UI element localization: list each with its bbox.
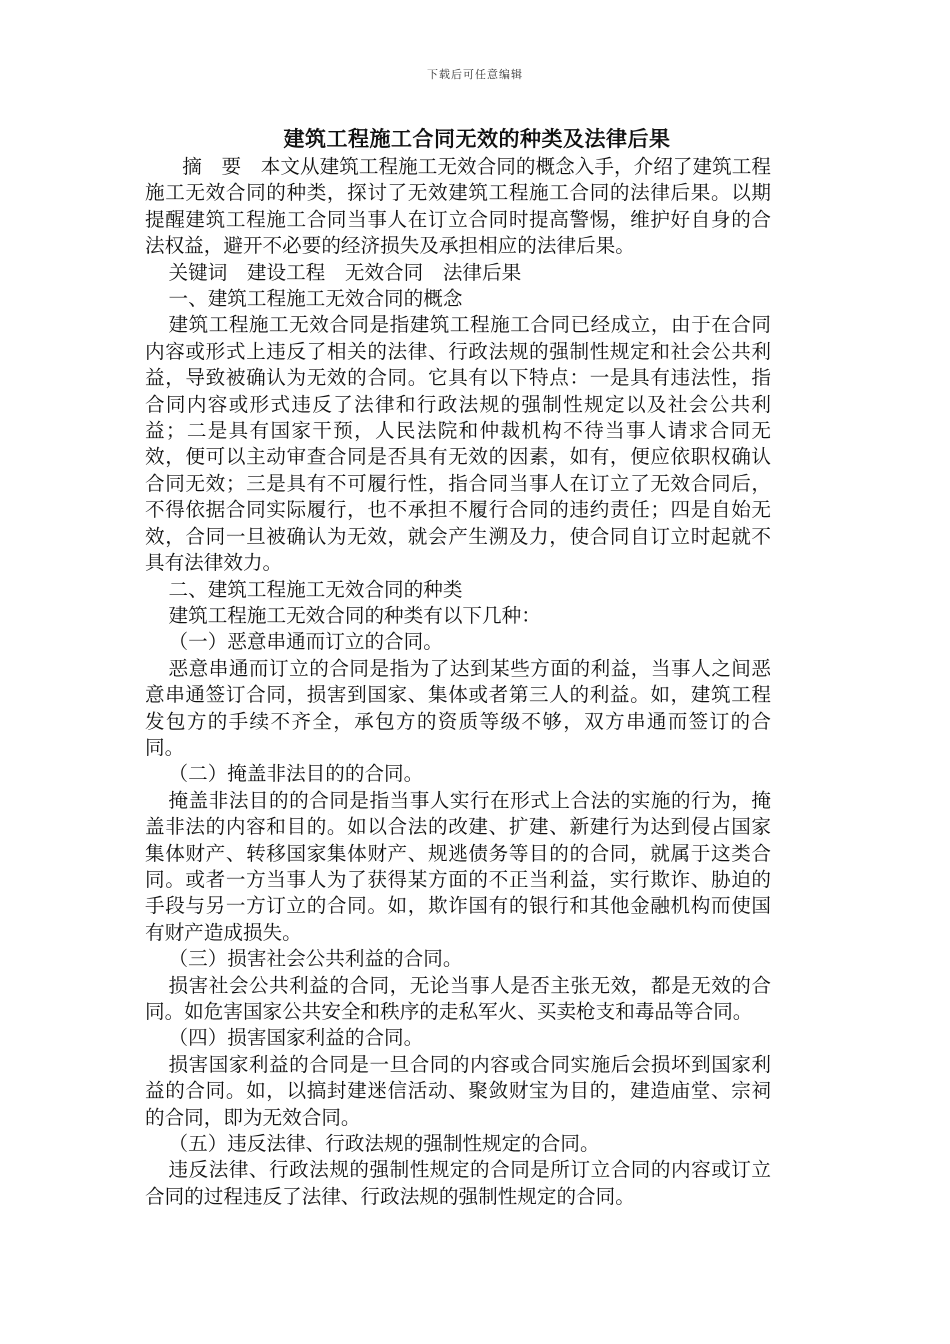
paragraph-list — [145, 154, 771, 1210]
paragraph: 恶意串通而订立的合同是指为了达到某些方面的利益，当事人之间恶意串通签订合同，损害到国家、集体或者第三人的利益。如，建筑工程发包方的手续不齐全，承包方的资质等级不够，双方串通而签订的合同。 — [145, 656, 771, 759]
paragraph: （一）恶意串通而订立的合同。 — [168, 630, 443, 654]
paragraph: （五）违反法律、行政法规的强制性规定的合同。 — [168, 1132, 600, 1156]
paragraph: 一、建筑工程施工无效合同的概念 — [168, 287, 463, 311]
page-header-note: 下载后可任意编辑 — [427, 68, 523, 81]
paragraph: 建筑工程施工无效合同的种类有以下几种： — [168, 603, 541, 627]
paragraph: 损害国家利益的合同是一旦合同的内容或合同实施后会损坏到国家利益的合同。如，以搞封建迷信活动、聚敛财宝为目的，建造庙堂、宗祠的合同，即为无效合同。 — [145, 1052, 771, 1129]
paragraph: 二、建筑工程施工无效合同的种类 — [168, 577, 463, 601]
paragraph: （四）损害国家利益的合同。 — [168, 1026, 424, 1050]
paragraph: 摘 要 本文从建筑工程施工无效合同的概念入手，介绍了建筑工程施工无效合同的种类，探讨了无效建筑工程施工合同的法律后果。以期提醒建筑工程施工合同当事人在订立合同时提高警惕，维护好自身的合法权益，避开不必要的经济损失及承担相应的法律后果。 — [145, 155, 771, 258]
document-body — [145, 124, 771, 1210]
paragraph: 掩盖非法目的的合同是指当事人实行在形式上合法的实施的行为，掩盖非法的内容和目的。如以合法的改建、扩建、新建行为达到侵占国家集体财产、转移国家集体财产、规逃债务等目的的合同，就属于这类合同。或者一方当事人为了获得某方面的不正当利益，实行欺诈、胁迫的手段与另一方订立的合同。如，欺诈国有的银行和其他金融机构而使国有财产造成损失。 — [145, 788, 771, 944]
paragraph: 建筑工程施工无效合同是指建筑工程施工合同已经成立，由于在合同内容或形式上违反了相关的法律、行政法规的强制性规定和社会公共利益，导致被确认为无效的合同。它具有以下特点：一是具有违法性，指合同内容或形式违反了法律和行政法规的强制性规定以及社会公共利益；二是具有国家干预，人民法院和仲裁机构不待当事人请求合同无效，便可以主动审查合同是否具有无效的因素，如有，便应依职权确认合同无效；三是具有不可履行性，指合同当事人在订立了无效合同后，不得依据合同实际履行，也不承担不履行合同的违约责任；四是自始无效，合同一旦被确认为无效，就会产生溯及力，使合同自订立时起就不具有法律效力。 — [145, 313, 771, 575]
paragraph: （二）掩盖非法目的的合同。 — [168, 762, 424, 786]
document-title: 建筑工程施工合同无效的种类及法律后果 — [283, 126, 671, 151]
paragraph: 违反法律、行政法规的强制性规定的合同是所订立合同的内容或订立合同的过程违反了法律、行政法规的强制性规定的合同。 — [145, 1158, 771, 1208]
paragraph: （三）损害社会公共利益的合同。 — [168, 947, 463, 971]
paragraph: 关键词 建设工程 无效合同 法律后果 — [168, 260, 522, 284]
paragraph: 损害社会公共利益的合同，无论当事人是否主张无效，都是无效的合同。如危害国家公共安全和秩序的走私军火、买卖枪支和毒品等合同。 — [145, 973, 771, 1023]
